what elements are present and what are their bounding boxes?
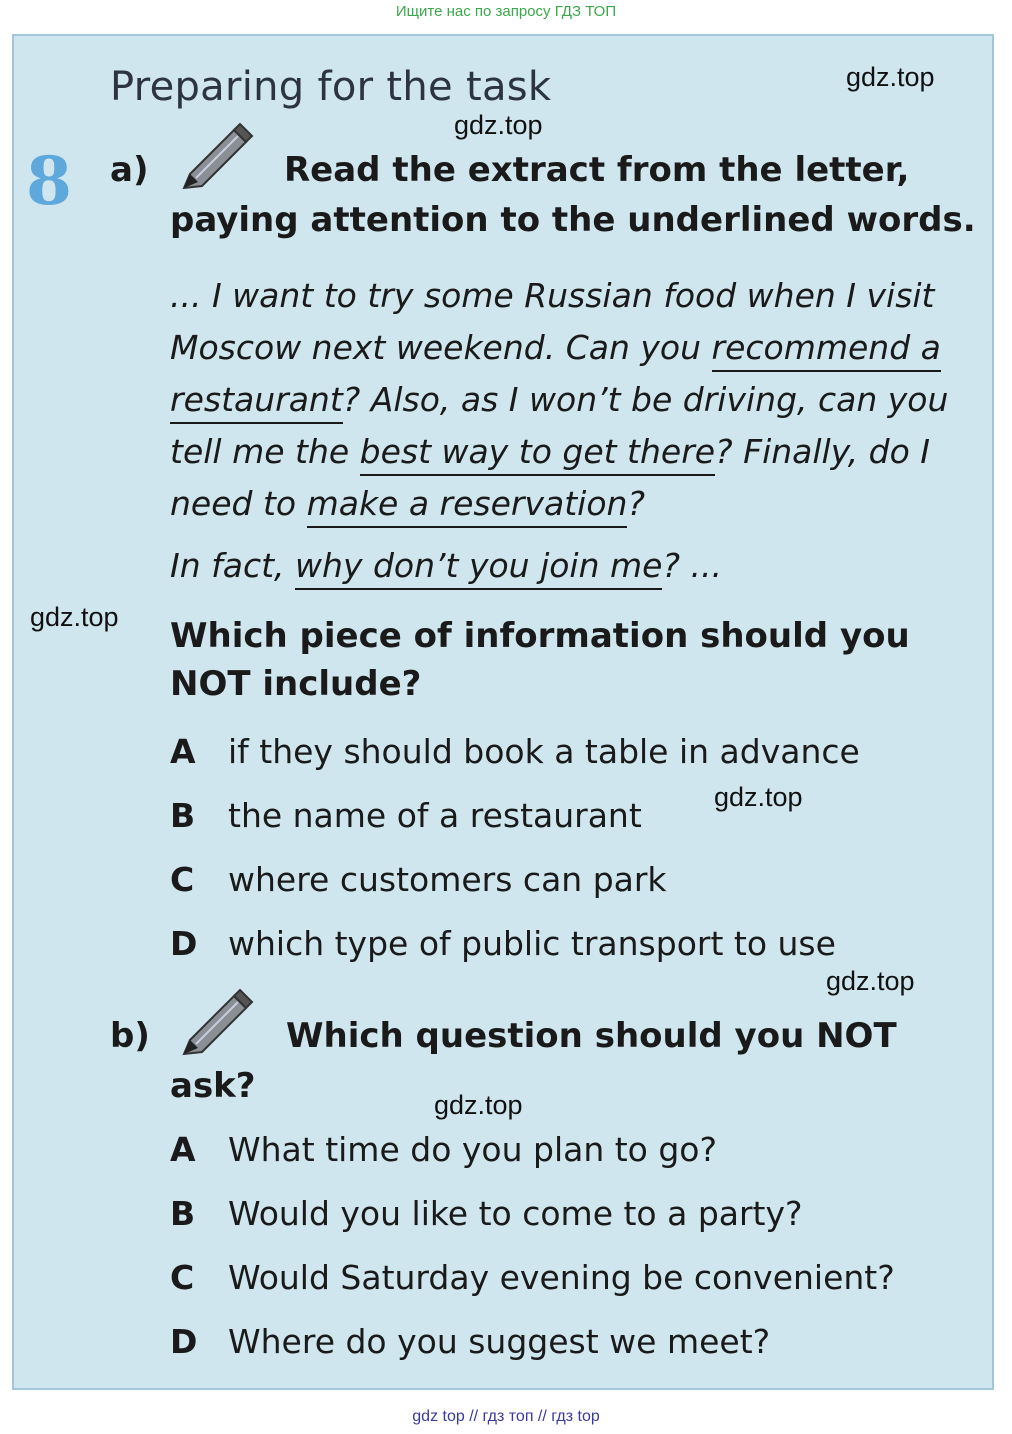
- option-text: the name of a restaurant: [228, 796, 642, 835]
- letter-line: [170, 374, 970, 426]
- letter-text: ? ...: [662, 546, 722, 585]
- letter-line: [170, 322, 970, 374]
- letter-text: tell me the: [170, 432, 360, 471]
- option-a[interactable]: [170, 732, 860, 784]
- option-text: where customers can park: [228, 860, 667, 899]
- letter-text: need to: [170, 484, 307, 523]
- letter-text: ?: [627, 484, 645, 523]
- watermark: gdz.top: [714, 782, 803, 812]
- part-a-instruction-line2: paying attention to the underlined words.: [170, 200, 976, 240]
- option-c[interactable]: [170, 860, 667, 912]
- watermark: gdz.top: [434, 1090, 523, 1120]
- letter-text: In fact,: [170, 546, 296, 585]
- option-text: Where do you suggest we meet?: [228, 1322, 771, 1361]
- question-option-b[interactable]: [170, 1194, 803, 1246]
- underlined-phrase: why don’t you join me: [295, 546, 662, 590]
- watermark: gdz.top: [30, 602, 119, 632]
- footer-links[interactable]: gdz top // гдз топ // гдз top: [412, 1408, 600, 1425]
- letter-text: ... I want to try some Russian food when I visit: [170, 276, 935, 315]
- option-text: if they should book a table in advance: [228, 732, 860, 771]
- option-text: What time do you plan to go?: [228, 1130, 718, 1169]
- part-a-instruction-line1: Read the extract from the letter,: [284, 150, 910, 190]
- part-a-question-line1: Which piece of information should you: [170, 616, 910, 656]
- option-letter: B: [170, 796, 196, 835]
- underlined-phrase: best way to get there: [360, 432, 715, 476]
- letter-text: ? Also, as I won’t be driving, can you: [342, 380, 949, 419]
- underlined-phrase: restaurant: [170, 380, 343, 424]
- watermark: gdz.top: [846, 62, 935, 92]
- option-text: Would Saturday evening be convenient?: [228, 1258, 895, 1297]
- option-b[interactable]: [170, 796, 642, 848]
- section-heading: Preparing for the task: [110, 64, 552, 110]
- part-a-question-line2: NOT include?: [170, 664, 422, 704]
- part-b-instruction-line2: ask?: [170, 1066, 256, 1106]
- option-letter: C: [170, 1258, 195, 1297]
- underlined-phrase: make a reservation: [307, 484, 628, 528]
- option-letter: A: [170, 1130, 196, 1169]
- letter-line: [170, 426, 970, 478]
- letter-text: Moscow next weekend. Can you: [170, 328, 712, 367]
- question-option-a[interactable]: [170, 1130, 717, 1182]
- option-letter: D: [170, 1322, 198, 1361]
- letter-line: [170, 540, 970, 592]
- option-text: Would you like to come to a party?: [228, 1194, 803, 1233]
- part-a-label: a): [110, 150, 149, 190]
- part-b-instruction-line1: Which question should you NOT: [286, 1016, 897, 1056]
- watermark: gdz.top: [826, 966, 915, 996]
- option-d[interactable]: [170, 924, 836, 976]
- option-letter: C: [170, 860, 195, 899]
- option-text: which type of public transport to use: [228, 924, 836, 963]
- top-banner[interactable]: Ищите нас по запросу ГДЗ ТОП: [395, 3, 617, 20]
- question-option-d[interactable]: [170, 1322, 770, 1374]
- letter-line: [170, 478, 970, 530]
- watermark: gdz.top: [454, 110, 543, 140]
- letter-extract: [170, 270, 970, 592]
- part-b-label: b): [110, 1016, 150, 1056]
- option-letter: B: [170, 1194, 196, 1233]
- option-letter: A: [170, 732, 196, 771]
- letter-text: ? Finally, do I: [715, 432, 931, 471]
- letter-line: [170, 270, 970, 322]
- underlined-phrase: recommend a: [712, 328, 941, 372]
- pen-icon: [176, 122, 254, 196]
- pen-icon: [176, 988, 254, 1062]
- question-option-c[interactable]: [170, 1258, 895, 1310]
- task-number: 8: [26, 142, 72, 220]
- option-letter: D: [170, 924, 198, 963]
